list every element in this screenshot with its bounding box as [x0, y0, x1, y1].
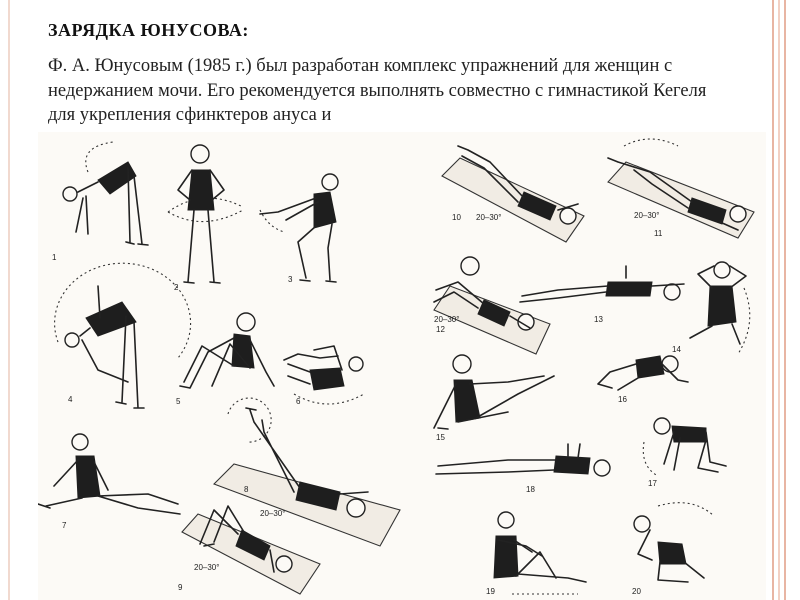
- exercise-number-16: 16: [618, 395, 627, 404]
- exercise-figure-5: [180, 313, 274, 388]
- slide-border-left: [8, 0, 10, 600]
- angle-label-12: 20–30°: [434, 315, 460, 324]
- exercise-number-15: 15: [436, 433, 445, 442]
- exercise-figure-4: [55, 263, 191, 408]
- exercise-number-3: 3: [288, 275, 293, 284]
- exercise-number-4: 4: [68, 395, 73, 404]
- exercise-illustration: [38, 132, 766, 600]
- exercise-number-10: 10: [452, 213, 461, 222]
- exercise-number-11: 11: [654, 229, 663, 238]
- exercise-figure-13: [520, 266, 684, 302]
- exercise-figure-2: [168, 145, 243, 283]
- exercise-figure-3: [260, 174, 338, 282]
- exercise-number-12: 12: [436, 325, 445, 334]
- exercise-figure-17: [643, 418, 726, 476]
- exercise-number-19: 19: [486, 587, 495, 596]
- exercise-number-2: 2: [174, 283, 179, 292]
- exercise-figure-7: [38, 434, 180, 514]
- exercise-number-9: 9: [178, 583, 183, 592]
- exercise-number-8: 8: [244, 485, 249, 494]
- exercise-figure-11: [608, 139, 754, 238]
- exercise-number-17: 17: [648, 479, 657, 488]
- exercise-number-7: 7: [62, 521, 67, 530]
- exercise-figure-19: [494, 512, 586, 594]
- exercise-number-5: 5: [176, 397, 181, 406]
- exercise-drawings: [38, 132, 766, 600]
- exercise-figure-6: [284, 346, 364, 404]
- exercise-number-6: 6: [296, 397, 301, 406]
- intro-paragraph: Ф. А. Юнусовым (1985 г.) был разработан комплекс упражнений для женщин с недержанием мочи. Его рекомендуется выполнять совместно с гимнастикой Кегеля для укрепления сфинктеров ануса и: [48, 56, 707, 125]
- exercise-figure-8: [214, 398, 400, 546]
- exercise-number-14: 14: [672, 345, 681, 354]
- exercise-figure-15: [434, 355, 554, 429]
- angle-label-11: 20–30°: [634, 211, 660, 220]
- exercise-figure-10: [442, 146, 584, 242]
- exercise-figure-18: [436, 444, 610, 476]
- exercise-figure-16: [598, 356, 688, 390]
- exercise-figure-9: [182, 506, 320, 594]
- exercise-figure-12: [434, 257, 550, 354]
- exercise-number-18: 18: [526, 485, 535, 494]
- exercise-figure-20: [634, 503, 714, 582]
- slide-border-right: [772, 0, 786, 600]
- exercise-figure-1: [63, 142, 148, 245]
- exercise-figure-14: [690, 262, 750, 354]
- exercise-number-1: 1: [52, 253, 57, 262]
- angle-label-10: 20–30°: [476, 213, 502, 222]
- angle-label-9: 20–30°: [194, 563, 220, 572]
- exercise-number-13: 13: [594, 315, 603, 324]
- angle-label-8: 20–30°: [260, 509, 286, 518]
- slide-title: ЗАРЯДКА ЮНУСОВА:: [48, 20, 249, 40]
- exercise-number-20: 20: [632, 587, 641, 596]
